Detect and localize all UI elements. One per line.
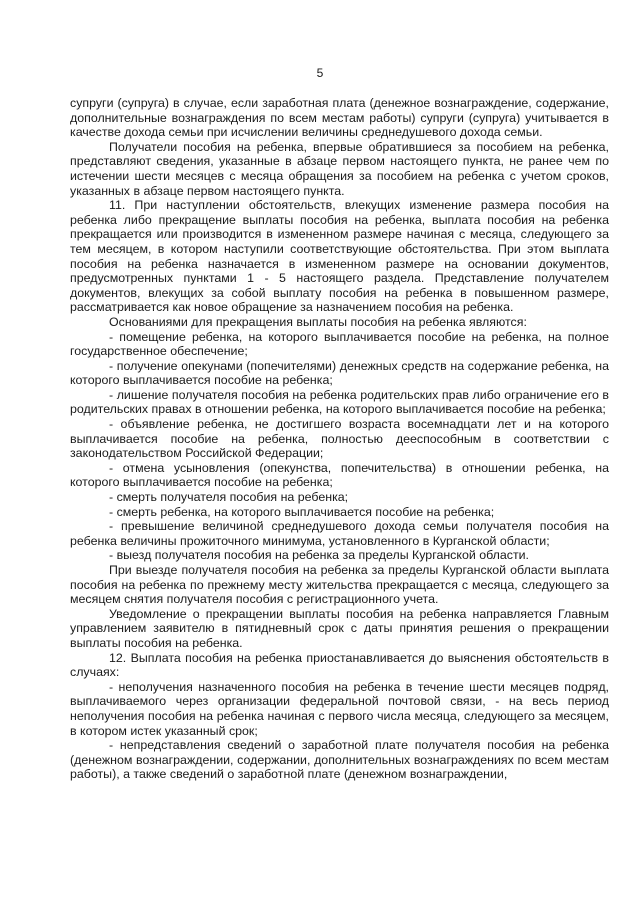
paragraph: - помещение ребенка, на которого выплачивается пособие на ребенка, на полное государственное обеспечение;	[70, 329, 609, 359]
paragraph: 11. При наступлении обстоятельств, влекущих изменение размера пособия на ребенка либо прекращение выплаты пособия на ребенка, выплата пособия на ребенка прекращается или производится в измененном размере начиная с месяца, следующего за тем месяцем, в котором наступили соответствующие обстоятельства. При этом выплата пособия на ребенка назначается в измененном размере на основании документов, предусмотренных пунктами 1 - 5 настоящего раздела. Представление получателем документов, влекущих за собой выплату пособия на ребенка в повышенном размере, рассматривается как новое обращение за назначением пособия на ребенка.	[70, 198, 609, 315]
paragraph: 12. Выплата пособия на ребенка приостанавливается до выяснения обстоятельств в случаях:	[70, 650, 609, 680]
page-number: 5	[316, 66, 324, 80]
paragraph: супруги (супруга) в случае, если заработная плата (денежное вознаграждение, содержание, дополнительные вознаграждения по всем местам работы) супруги (супруга) учитывается в качестве дохода семьи при исчислении величины среднедушевого дохода семьи.	[70, 96, 609, 140]
paragraph: - неполучения назначенного пособия на ребенка в течение шести месяцев подряд, выплачиваемого через организации федеральной почтовой связи, - на весь период неполучения пособия на ребенка начиная с первого числа месяца, следующего за месяцем, в котором истек указанный срок;	[70, 679, 609, 738]
document-body	[70, 96, 609, 782]
paragraph: - смерть ребенка, на которого выплачивается пособие на ребенка;	[109, 504, 495, 519]
paragraph: - непредставления сведений о заработной плате получателя пособия на ребенка (денежном вознаграждении, содержании, дополнительных вознаграждениях по всем местам работы), а также сведений о заработной плате (денежном вознаграждении,	[70, 738, 609, 782]
paragraph: Основаниями для прекращения выплаты пособия на ребенка являются:	[109, 314, 527, 329]
paragraph: - выезд получателя пособия на ребенка за пределы Курганской области.	[109, 548, 529, 563]
paragraph: - отмена усыновления (опекунства, попечительства) в отношении ребенка, на которого выплачивается пособие на ребенка;	[70, 460, 609, 490]
paragraph: При выезде получателя пособия на ребенка за пределы Курганской области выплата пособия на ребенка по прежнему месту жительства прекращается с месяца, следующего за месяцем снятия получателя пособия с регистрационного учета.	[70, 563, 609, 607]
paragraph: - объявление ребенка, не достигшего возраста восемнадцати лет и на которого выплачивается пособие на ребенка, полностью дееспособным в соответствии с законодательством Российской Федерации;	[70, 417, 609, 461]
paragraph: Получатели пособия на ребенка, впервые обратившиеся за пособием на ребенка, представляют сведения, указанные в абзаце первом настоящего пункта, не ранее чем по истечении шести месяцев с месяца обращения за пособием на ребенка с учетом сроков, указанных в абзаце первом настоящего пункта.	[70, 139, 609, 198]
paragraph: Уведомление о прекращении выплаты пособия на ребенка направляется Главным управлением заявителю в пятидневный срок с даты принятия решения о прекращении выплаты пособия на ребенка.	[70, 606, 609, 650]
paragraph: - превышение величиной среднедушевого дохода семьи получателя пособия на ребенка величины прожиточного минимума, установленного в Курганской области;	[70, 519, 609, 548]
paragraph: - лишение получателя пособия на ребенка родительских прав либо ограничение его в родительских правах в отношении ребенка, на которого выплачивается пособие на ребенка;	[70, 387, 609, 417]
paragraph: - получение опекунами (попечителями) денежных средств на содержание ребенка, на которого выплачивается пособие на ребенка;	[70, 358, 609, 388]
paragraph: - смерть получателя пособия на ребенка;	[109, 490, 349, 505]
